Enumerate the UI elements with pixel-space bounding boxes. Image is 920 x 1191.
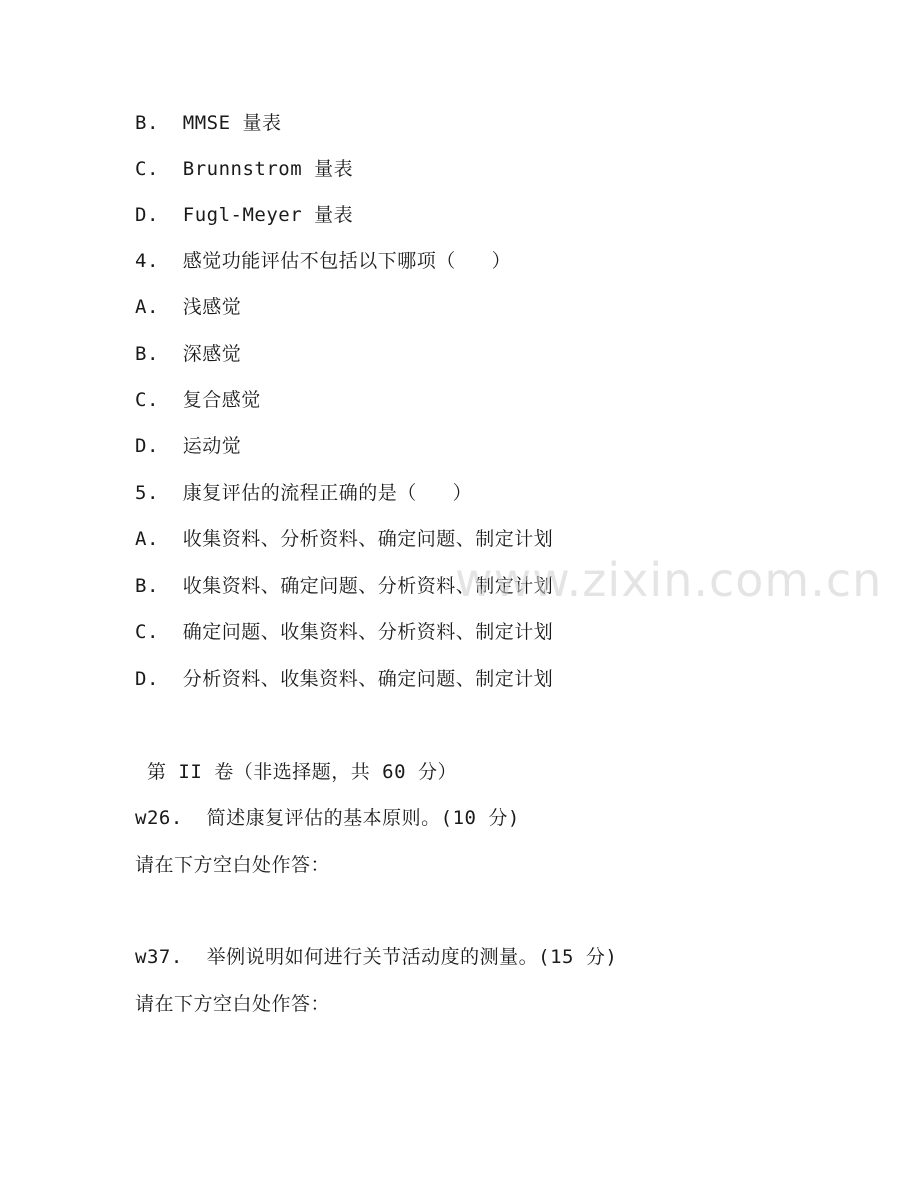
question-26: w26. 简述康复评估的基本原则。(10 分) bbox=[135, 807, 520, 829]
option-3d: D. Fugl-Meyer 量表 bbox=[135, 204, 354, 226]
option-5a: A. 收集资料、分析资料、确定问题、制定计划 bbox=[135, 528, 554, 550]
question-5: 5. 康复评估的流程正确的是（ ） bbox=[135, 482, 473, 504]
answer-prompt-26: 请在下方空白处作答： bbox=[135, 854, 331, 876]
answer-prompt-37: 请在下方空白处作答： bbox=[135, 993, 331, 1015]
section-heading: 第 II 卷（非选择题，共 60 分） bbox=[135, 761, 457, 783]
option-4c: C. 复合感觉 bbox=[135, 389, 261, 411]
option-4a: A. 浅感觉 bbox=[135, 296, 242, 318]
option-4b: B. 深感觉 bbox=[135, 343, 242, 365]
option-3c: C. Brunnstrom 量表 bbox=[135, 158, 354, 180]
option-4d: D. 运动觉 bbox=[135, 435, 242, 457]
watermark: www.zixin.com.cn bbox=[455, 553, 883, 607]
option-3b: B. MMSE 量表 bbox=[135, 112, 282, 134]
question-4: 4. 感觉功能评估不包括以下哪项（ ） bbox=[135, 250, 512, 272]
question-37: w37. 举例说明如何进行关节活动度的测量。(15 分) bbox=[135, 946, 618, 968]
option-5b: B. 收集资料、确定问题、分析资料、制定计划 bbox=[135, 575, 554, 597]
option-5d: D. 分析资料、收集资料、确定问题、制定计划 bbox=[135, 668, 554, 690]
option-5c: C. 确定问题、收集资料、分析资料、制定计划 bbox=[135, 621, 554, 643]
